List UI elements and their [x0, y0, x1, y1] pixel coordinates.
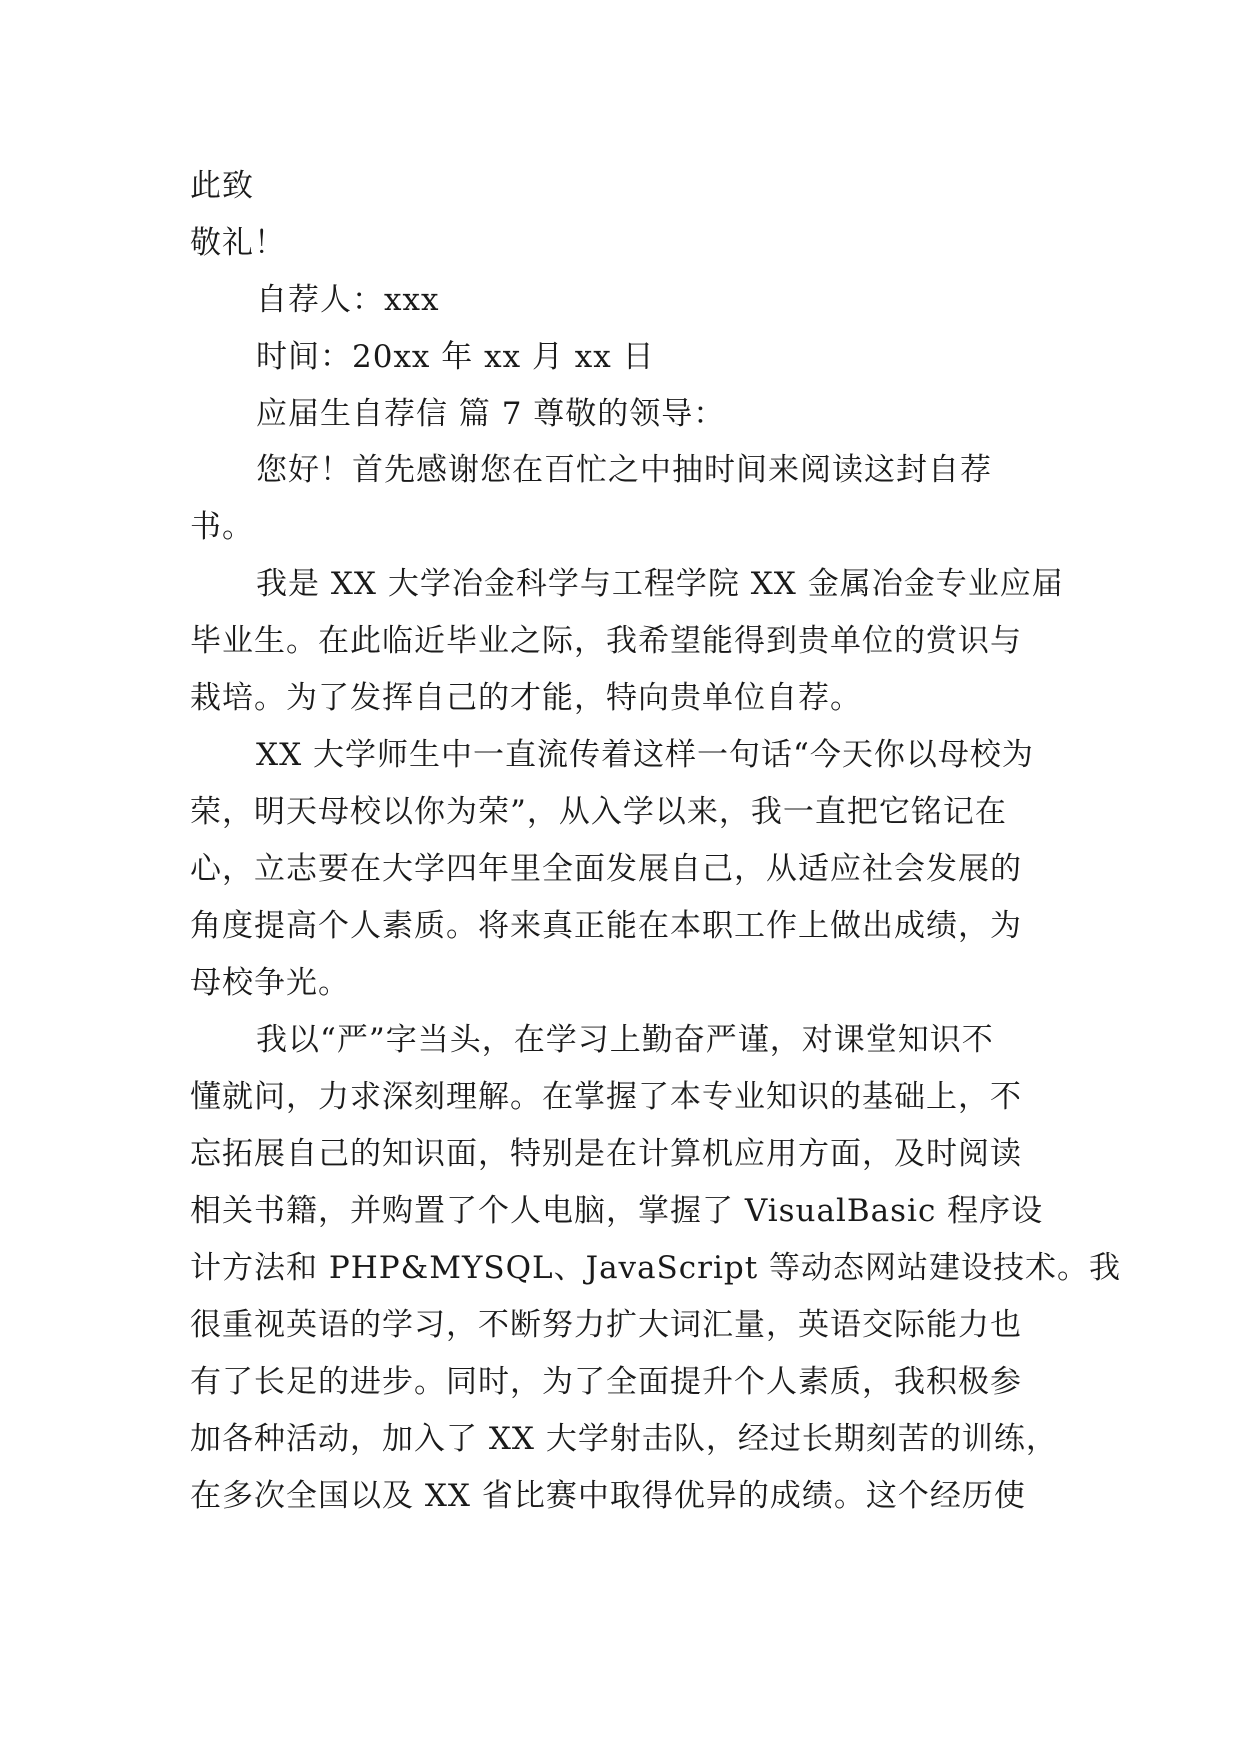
paragraph-line: 母校争光。	[190, 965, 350, 1001]
paragraph-line: 在多次全国以及 XX 省比赛中取得优异的成绩。这个经历使	[190, 1478, 1026, 1514]
paragraph-line: 我以“严”字当头，在学习上勤奋严谨，对课堂知识不	[256, 1022, 994, 1058]
paragraph-line: 很重视英语的学习，不断努力扩大词汇量，英语交际能力也	[190, 1307, 1022, 1343]
paragraph-line: 角度提高个人素质。将来真正能在本职工作上做出成绩，为	[190, 908, 1022, 944]
paragraph-line: 栽培。为了发挥自己的才能，特向贵单位自荐。	[190, 680, 862, 716]
paragraph-line: 懂就问，力求深刻理解。在掌握了本专业知识的基础上，不	[190, 1079, 1022, 1115]
paragraph-line: 我是 XX 大学冶金科学与工程学院 XX 金属冶金专业应届	[256, 566, 1064, 602]
paragraph-line: 心，立志要在大学四年里全面发展自己，从适应社会发展的	[190, 851, 1022, 887]
closing-line-2: 敬礼！	[190, 225, 286, 261]
paragraph-line: 荣，明天母校以你为荣”，从入学以来，我一直把它铭记在	[190, 794, 1007, 830]
closing-line-1: 此致	[190, 168, 254, 204]
paragraph-line: 加各种活动，加入了 XX 大学射击队，经过长期刻苦的训练，	[190, 1421, 1058, 1457]
paragraph-line: 书。	[190, 509, 254, 545]
paragraph-line: XX 大学师生中一直流传着这样一句话“今天你以母校为	[256, 737, 1034, 773]
date-line: 时间：20xx 年 xx 月 xx 日	[256, 339, 655, 375]
paragraph-line: 计方法和 PHP&MYSQL、JavaScript 等动态网站建设技术。我	[190, 1250, 1122, 1286]
paragraph-line: 毕业生。在此临近毕业之际，我希望能得到贵单位的赏识与	[190, 623, 1022, 659]
paragraph-line: 相关书籍，并购置了个人电脑，掌握了 VisualBasic 程序设	[190, 1193, 1044, 1229]
section-heading: 应届生自荐信 篇 7 尊敬的领导：	[256, 396, 726, 432]
paragraph-line: 您好！首先感谢您在百忙之中抽时间来阅读这封自荐	[256, 452, 992, 488]
paragraph-line: 忘拓展自己的知识面，特别是在计算机应用方面，及时阅读	[190, 1136, 1022, 1172]
paragraph-line: 有了长足的进步。同时，为了全面提升个人素质，我积极参	[190, 1364, 1022, 1400]
signature-line: 自荐人：xxx	[256, 282, 440, 318]
